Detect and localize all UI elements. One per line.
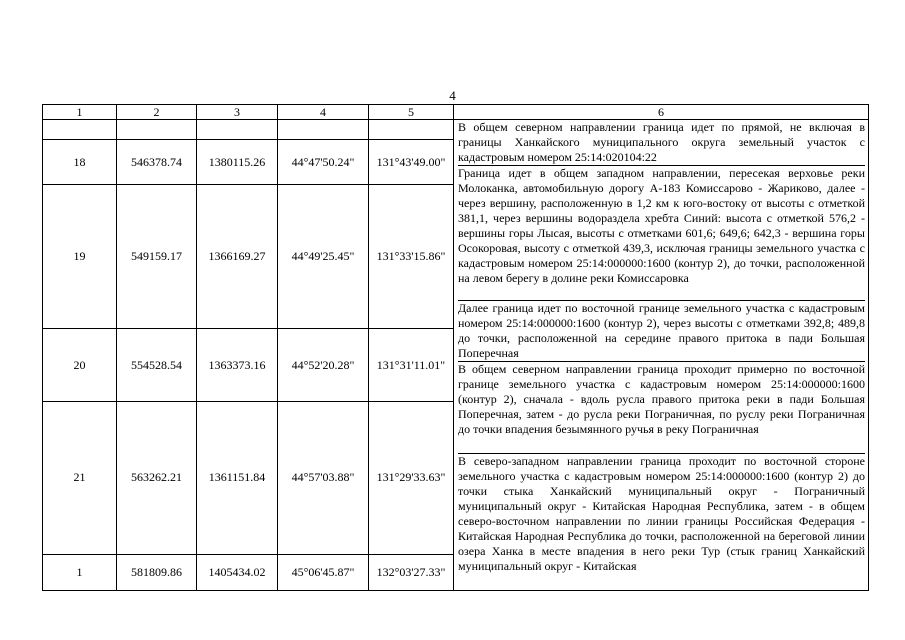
page-number: 4 [449,88,456,103]
x-coordinate-cell: 581809.86 [117,554,197,590]
latitude-cell: 44°47'50.24" [278,140,369,185]
table-row [43,120,869,140]
table-header-row [43,105,869,120]
latitude-cell: 44°57'03.88" [278,402,369,555]
point-number-cell [43,120,117,140]
column-header: 6 [454,105,869,120]
y-coordinate-cell [197,120,278,140]
x-coordinate-cell: 549159.17 [117,185,197,329]
x-coordinate-cell: 554528.54 [117,328,197,401]
description-text: В северо-западном направлении граница проходит по восточной стороне земельного участка с кадастровым номером 25:14:000000:1600 (контур 2) до точки стыка Ханкайский муниципальный округ - Пограничный муниципальный округ - Китайская Народная Республика, затем - в общем северо-восточном направлении по линии границы Российская Федерация - Китайская Народная Республика до точки, расположенной на береговой линии озера Ханка в месте впадения в него реки Тур (стык границ Ханкайский муниципальный округ - Китайская [458,453,865,590]
latitude-cell: 44°52'20.28" [278,328,369,401]
longitude-cell: 131°43'49.00" [369,140,454,185]
boundary-table [42,104,869,591]
column-header: 4 [278,105,369,120]
y-coordinate-cell: 1363373.16 [197,328,278,401]
description-text: Граница идет в общем западном направлении, пересекая верховье реки Молоканка, автомобильную дорогу А-183 Комиссарово - Жариково, далее - через вершину, расположенную в 1,2 км к юго-востоку от высоты с отметкой 381,1, через вершины водораздела хребта Синий: высота с отметкой 576,2 - вершины горы Лысая, высоты с отметками 601,6; 649,6; 642,3 - вершина горы Осокоровая, высоту с отметкой 439,3, исключая границы земельного участка с кадастровым номером 25:14:000000:1600 (контур 2), до точки, расположенной на левом берегу в долине реки Комиссаровка [458,165,865,300]
longitude-cell: 131°33'15.86" [369,185,454,329]
point-number-cell: 19 [43,185,117,329]
point-number-cell: 1 [43,554,117,590]
y-coordinate-cell: 1366169.27 [197,185,278,329]
column-header: 5 [369,105,454,120]
column-header: 1 [43,105,117,120]
column-header: 2 [117,105,197,120]
point-number-cell: 18 [43,140,117,185]
longitude-cell: 131°31'11.01" [369,328,454,401]
longitude-cell [369,120,454,140]
y-coordinate-cell: 1361151.84 [197,402,278,555]
point-number-cell: 21 [43,402,117,555]
description-text: В общем северном направлении граница идет по прямой, не включая в границы Ханкайского муниципального округа земельный участок с кадастровым номером 25:14:020104:22 [458,120,865,164]
column-header: 3 [197,105,278,120]
description-text: Далее граница идет по восточной границе земельного участка с кадастровым номером 25:14:000000:1600 (контур 2), через высоты с отметками 392,8; 489,8 до точки, расположенной на середине правого притока в пади Большая Поперечная [458,301,865,360]
x-coordinate-cell [117,120,197,140]
description-cell [454,120,869,591]
y-coordinate-cell: 1380115.26 [197,140,278,185]
latitude-cell: 44°49'25.45" [278,185,369,329]
x-coordinate-cell: 546378.74 [117,140,197,185]
longitude-cell: 131°29'33.63" [369,402,454,555]
latitude-cell [278,120,369,140]
description-text: В общем северном направлении граница проходит примерно по восточной границе земельного участка с кадастровым номером 25:14:000000:1600 (контур 2), сначала - вдоль русла правого притока реки в пади Большая Поперечная, затем - до русла реки Пограничная, по руслу реки Пограничная до точки впадения безымянного ручья в реку Пограничная [458,361,865,453]
x-coordinate-cell: 563262.21 [117,402,197,555]
latitude-cell: 45°06'45.87" [278,554,369,590]
y-coordinate-cell: 1405434.02 [197,554,278,590]
point-number-cell: 20 [43,328,117,401]
longitude-cell: 132°03'27.33" [369,554,454,590]
